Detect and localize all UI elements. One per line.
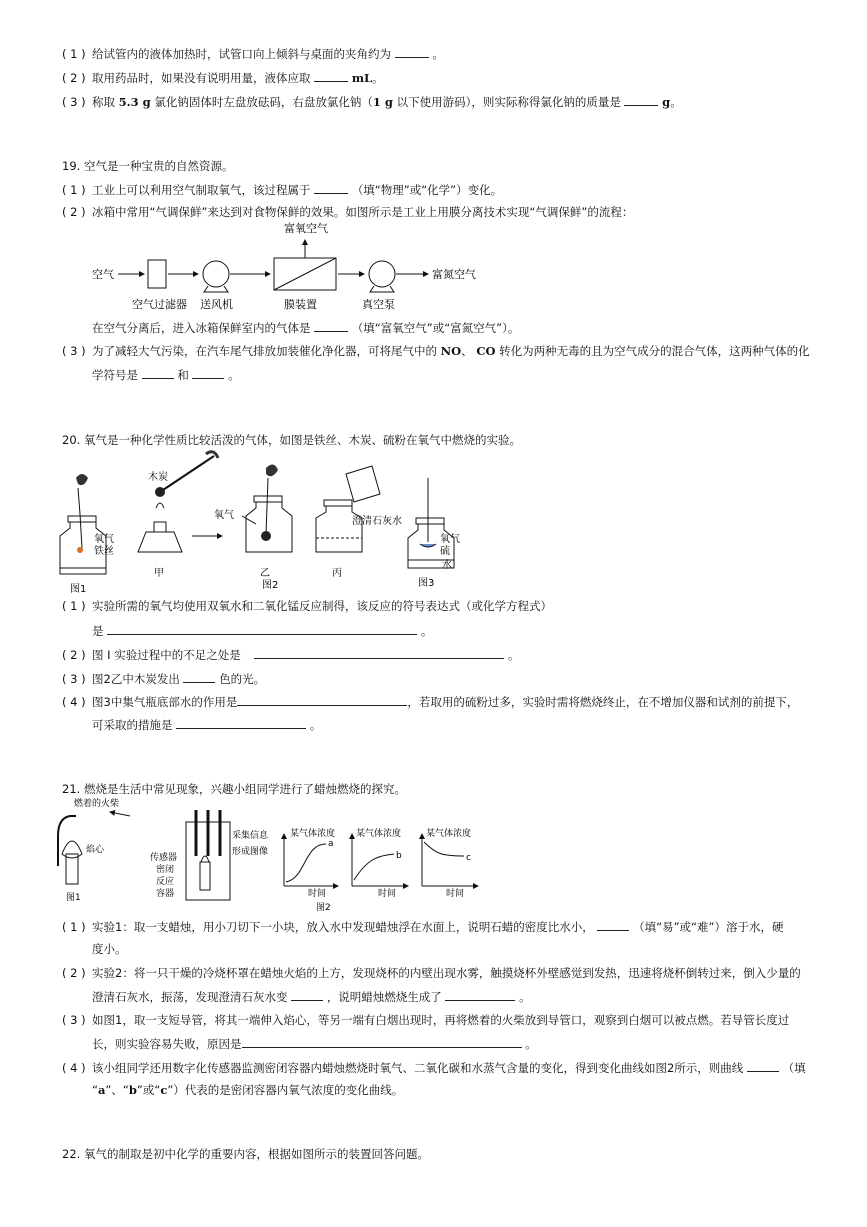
svg-text:图1: 图1 <box>70 584 87 595</box>
blank[interactable] <box>747 1059 779 1072</box>
svg-text:图1: 图1 <box>66 893 81 903</box>
q19-line3: ( 3 ) 为了减轻大气污染，在汽车尾气排放加装催化净化器，可将尾气中的 NO、 CO 转化为两种无毒的且为空气成分的混合气体，这两种气体的化 <box>62 344 810 358</box>
blank[interactable] <box>597 918 629 931</box>
fig2-sealed-container <box>150 810 269 900</box>
svg-text:图3: 图3 <box>418 578 435 589</box>
q21-line3b: 长，则实验容易失败，原因是 。 <box>92 1037 537 1051</box>
label-rich-n2: 富氮空气 <box>432 268 476 281</box>
limewater-beaker <box>346 466 402 527</box>
fig1-candle <box>58 797 130 903</box>
svg-text:木炭: 木炭 <box>148 472 168 483</box>
q19-title: 19. 空气是一种宝贵的自然资源。 <box>62 159 234 173</box>
q20-line1: ( 1 ) 实验所需的氧气均使用双氧水和二氧化锰反应制得，该反应的符号表达式（或化学方程式） <box>62 599 552 613</box>
q21-title: 21. 燃烧是生活中常见现象，兴趣小组同学进行了蜡烛燃烧的探究。 <box>62 782 406 796</box>
blank[interactable] <box>624 93 658 106</box>
fig2-yi-bottle <box>214 464 292 591</box>
label-pump: 真空泵 <box>362 298 395 311</box>
svg-text:燃着的火柴: 燃着的火柴 <box>74 799 120 809</box>
graph-c <box>422 827 478 899</box>
vacuum-pump-shape <box>369 261 395 287</box>
blank[interactable] <box>314 319 348 332</box>
svg-text:甲: 甲 <box>154 568 164 579</box>
label-rich-o2: 富氧空气 <box>284 222 328 235</box>
q19-line3b: 学符号是 和 。 <box>92 368 240 382</box>
svg-text:硫: 硫 <box>440 546 450 557</box>
q18-line3: ( 3 ) 称取 5.3 g 氯化钠固体时左盘放砝码，右盘放氯化钠（1 g 以下使用游码），则实际称得氯化钠的质量是 g。 <box>62 95 682 109</box>
svg-text:反应: 反应 <box>156 877 175 887</box>
q20-line4b: 可采取的措施是 。 <box>92 718 322 732</box>
blank[interactable] <box>314 69 348 82</box>
q21-line3: ( 3 ) 如图1，取一支短导管，将其一端伸入焰心，等另一端有白烟出现时，再将燃着的火柴放到导管口，观察到白烟可以被点燃。若导管长度过 <box>62 1013 790 1027</box>
blank[interactable] <box>176 716 306 729</box>
label-fan: 送风机 <box>200 298 233 311</box>
q22-title: 22. 氧气的制取是初中化学的重要内容，根据如图所示的装置回答问题。 <box>62 1147 429 1161</box>
svg-text:焰心: 焰心 <box>86 845 105 855</box>
q19-line2: ( 2 ) 冰箱中常用“气调保鲜”来达到对食物保鲜的效果。如图所示是工业上用膜分离技术实现“气调保鲜”的流程： <box>62 205 634 219</box>
q21-line2: ( 2 ) 实验2：将一只干燥的冷烧杯罩在蜡烛火焰的上方，发现烧杯的内壁出现水雾，触摸烧杯外壁感觉到发热，迅速将烧杯倒转过来，倒入少量的 <box>62 966 801 980</box>
label-membrane: 膜装置 <box>284 298 317 311</box>
blank[interactable] <box>254 646 504 659</box>
combustion-experiments-figure <box>56 448 476 596</box>
membrane-separation-diagram <box>88 220 508 318</box>
svg-text:氧气: 氧气 <box>214 510 234 521</box>
svg-text:图2: 图2 <box>316 903 331 913</box>
svg-text:水: 水 <box>442 560 452 571</box>
blank[interactable] <box>242 1035 522 1048</box>
fig1-iron-wire-bottle <box>60 474 114 595</box>
q19-line1: ( 1 ) 工业上可以利用空气制取氧气，该过程属于 （填“物理”或“化学”）变化。 <box>62 183 503 197</box>
svg-text:图2: 图2 <box>262 580 279 591</box>
q20-line4: ( 4 ) 图3中集气瓶底部水的作用是 ，若取用的硫粉过多，实验时需将燃烧终止，在不增加仪器和试剂的前提下， <box>62 695 799 709</box>
q20-line2: ( 2 ) 图 I 实验过程中的不足之处是 。 <box>62 648 520 662</box>
air-filter-shape <box>148 260 166 288</box>
q20-line1b: 是 。 <box>92 624 433 638</box>
svg-text:某气体浓度: 某气体浓度 <box>356 829 402 839</box>
blank[interactable] <box>314 181 348 194</box>
svg-text:澄清石灰水: 澄清石灰水 <box>352 516 402 527</box>
svg-text:氧气: 氧气 <box>440 534 460 545</box>
svg-text:形成图像: 形成图像 <box>232 847 269 857</box>
blank[interactable] <box>445 988 515 1001</box>
svg-text:铁丝: 铁丝 <box>94 546 114 557</box>
q19-line2b: 在空气分离后，进入冰箱保鲜室内的气体是 （填“富氧空气”或“富氮空气”）。 <box>92 321 520 335</box>
q18-line2: ( 2 ) 取用药品时，如果没有说明用量，液体应取 mL。 <box>62 71 384 85</box>
blank[interactable] <box>192 366 224 379</box>
svg-text:b: b <box>396 851 402 861</box>
svg-text:某气体浓度: 某气体浓度 <box>290 829 336 839</box>
q21-line4: ( 4 ) 该小组同学还用数字化传感器监测密闭容器内蜡烛燃烧时氧气、二氧化碳和水蒸气含量的变化，得到变化曲线如图2所示，则曲线 （填 <box>62 1061 806 1075</box>
label-filter: 空气过滤器 <box>132 298 187 311</box>
q20-title: 20. 氧气是一种化学性质比较活泼的气体，如图是铁丝、木炭、硫粉在氧气中燃烧的实验。 <box>62 433 521 447</box>
label-air: 空气 <box>92 268 114 281</box>
svg-text:时间: 时间 <box>378 889 397 899</box>
candle-experiment-figure <box>56 796 486 914</box>
blank[interactable] <box>107 622 417 635</box>
svg-text:丙: 丙 <box>332 568 342 579</box>
fig2-jia-lamp <box>138 452 218 579</box>
blank[interactable] <box>237 693 407 706</box>
q21-line1b: 度小。 <box>92 942 127 956</box>
q21-line1: ( 1 ) 实验1：取一支蜡烛，用小刀切下一小块，放入水中发现蜡烛浮在水面上，说明石蜡的密度比水小， （填“易”或“难”）溶于水，硬 <box>62 920 784 934</box>
svg-text:某气体浓度: 某气体浓度 <box>426 829 472 839</box>
svg-text:传感器: 传感器 <box>150 853 178 863</box>
q21-line2b: 澄清石灰水，振荡，发现澄清石灰水变 ，说明蜡烛燃烧生成了 。 <box>92 990 531 1004</box>
q18-line1: ( 1 ) 给试管内的液体加热时，试管口向上倾斜与桌面的夹角约为 。 <box>62 47 444 61</box>
graph-a <box>284 827 338 899</box>
blank[interactable] <box>183 670 215 683</box>
q20-line3: ( 3 ) 图2乙中木炭发出 色的光。 <box>62 672 266 686</box>
fig2-bing-bottle <box>316 500 362 579</box>
svg-text:采集信息: 采集信息 <box>232 831 269 841</box>
fan-shape <box>203 261 229 287</box>
blank[interactable] <box>291 988 323 1001</box>
svg-text:容器: 容器 <box>156 889 175 899</box>
svg-text:c: c <box>466 853 471 863</box>
svg-text:时间: 时间 <box>446 889 465 899</box>
svg-text:a: a <box>328 839 334 849</box>
svg-text:乙: 乙 <box>260 568 270 579</box>
svg-text:密闭: 密闭 <box>156 865 175 875</box>
blank[interactable] <box>142 366 174 379</box>
q21-line4b: “a”、“b”或“c”）代表的是密闭容器内氧气浓度的变化曲线。 <box>92 1083 404 1097</box>
svg-text:时间: 时间 <box>308 889 327 899</box>
blank[interactable] <box>395 45 429 58</box>
fig3-sulfur-bottle <box>408 478 460 589</box>
svg-text:氧气: 氧气 <box>94 534 114 545</box>
